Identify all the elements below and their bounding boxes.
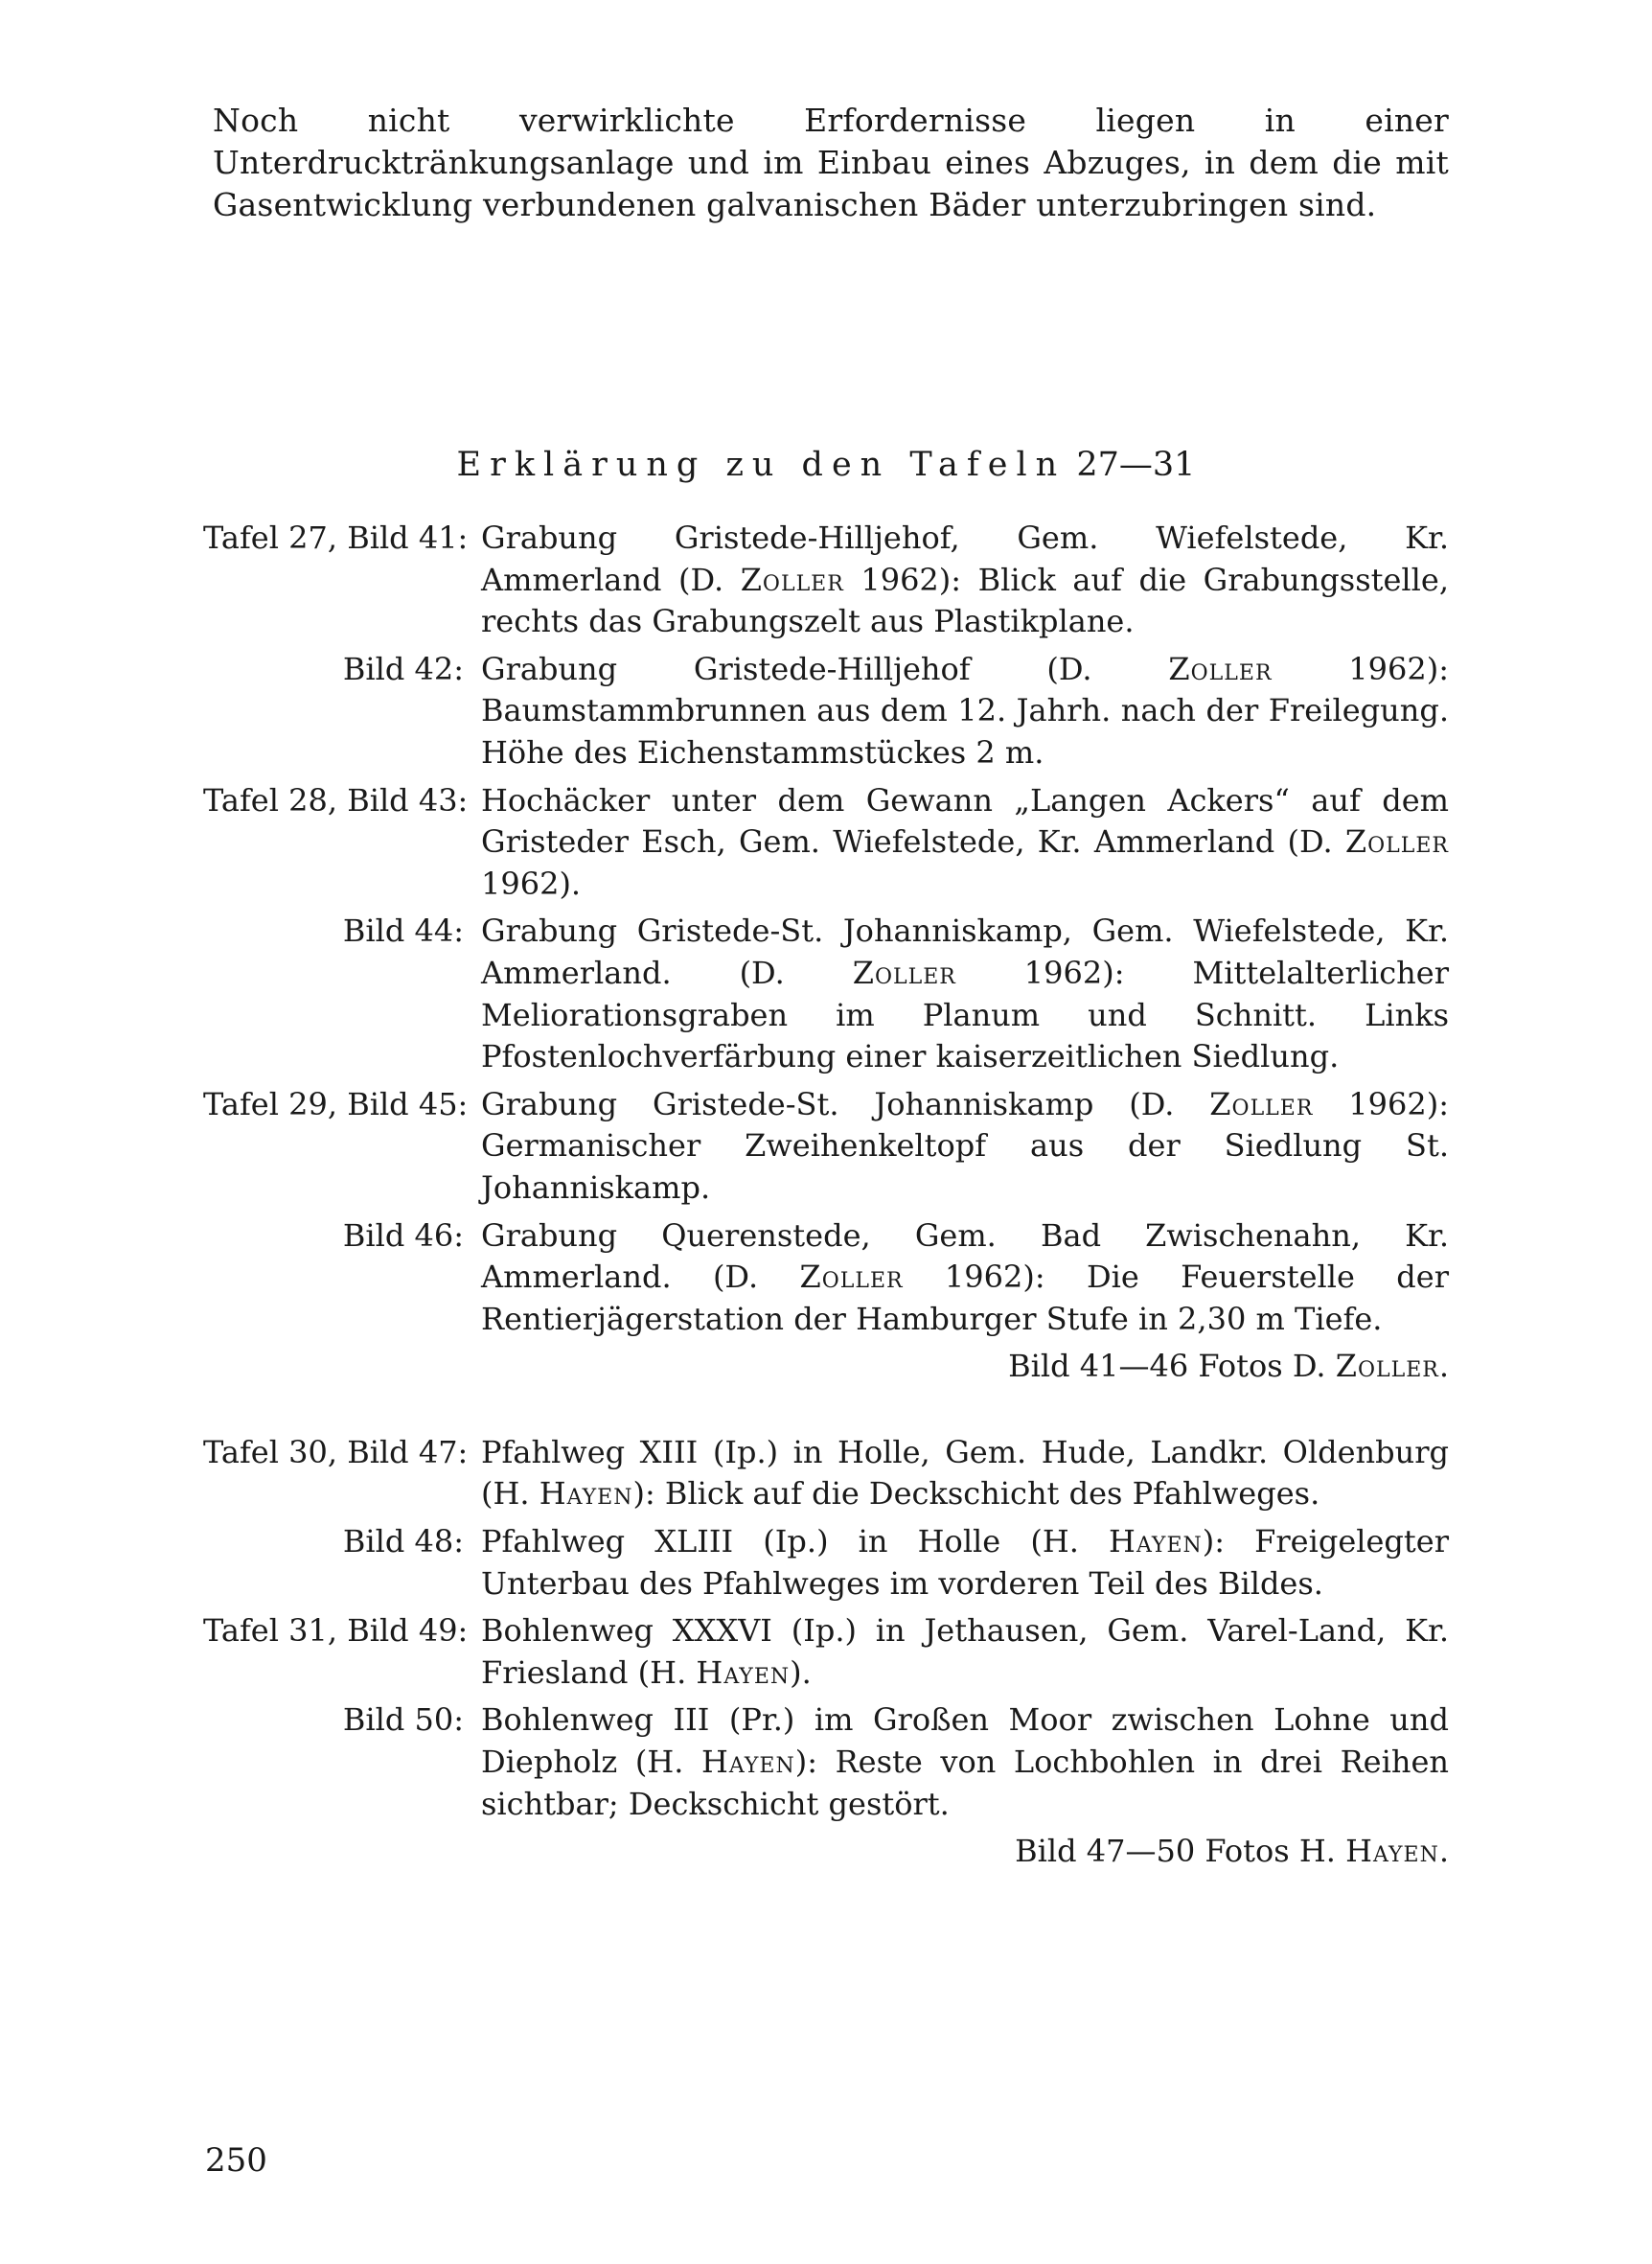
caption-label: Bild 42: (342, 650, 464, 687)
caption-text: Grabung Gristede-Hilljehof (D. Zoller 1962): Baumstammbrunnen aus dem 12. Jahrh. nach der Freilegung. Höhe des Eichenstammstückes 2 m. (481, 650, 1450, 771)
caption-text: Grabung Gristede-Hilljehof, Gem. Wiefelstede, Kr. Ammerland (D. Zoller 1962): Blick auf die Grabungsstelle, rechts das Grabungszelt aus Plastikplane. (481, 520, 1450, 640)
caption-entry (203, 780, 1449, 906)
caption-label: Tafel 28, Bild 43: (203, 781, 469, 819)
caption-label: Bild 48: (342, 1523, 464, 1560)
author-name: Zoller (740, 561, 844, 598)
caption-text: Pfahlweg XIII (Ip.) in Holle, Gem. Hude, Landkr. Oldenburg (H. Hayen): Blick auf die Deckschicht des Pfahlweges. (481, 1433, 1449, 1513)
author-name: Hayen (700, 1744, 795, 1781)
photo-credit: Bild 47—50 Fotos H. Hayen. (1015, 1833, 1449, 1870)
caption-label: Tafel 29, Bild 45: (203, 1085, 469, 1122)
caption-text: Bohlenweg III (Pr.) im Großen Moor zwischen Lohne und Diepholz (H. Hayen): Reste von Lochbohlen in drei Reihen sichtbar; Deckschicht gestört. (481, 1701, 1450, 1822)
caption-text: Grabung Querenstede, Gem. Bad Zwischenahn, Kr. Ammerland. (D. Zoller 1962): Die Feuerstelle der Rentierjägerstation der Hamburger Stufe in 2,30 m Tiefe. (481, 1216, 1450, 1337)
author-name: Zoller (852, 954, 956, 991)
author-name: Hayen (696, 1653, 791, 1691)
author-name: Zoller (1209, 1085, 1314, 1122)
photo-credit: Bild 41—46 Fotos D. Zoller. (1008, 1348, 1449, 1385)
caption-entry (203, 911, 1449, 1077)
caption-label: Tafel 31, Bild 49: (203, 1612, 469, 1650)
caption-label: Bild 44: (342, 913, 464, 950)
caption-entry (203, 1610, 1449, 1694)
caption-entry (203, 1699, 1449, 1825)
caption-text: Bohlenweg XXXVI (Ip.) in Jethausen, Gem. Varel-Land, Kr. Friesland (H. Hayen). (481, 1612, 1449, 1691)
caption-entry (203, 1084, 1449, 1210)
author-name: Hayen (1109, 1523, 1203, 1560)
caption-label: Tafel 27, Bild 41: (203, 520, 469, 556)
author-name: Zoller (1344, 823, 1449, 861)
author-name: Zoller (799, 1259, 904, 1296)
plate-captions (203, 518, 1449, 1873)
caption-entry (203, 1521, 1449, 1605)
page-number: 250 (205, 2141, 267, 2180)
caption-label: Bild 46: (342, 1216, 464, 1254)
author-name: Zoller (1335, 1348, 1439, 1385)
heading-title: Erklärung zu den Tafeln (456, 446, 1067, 484)
author-name: Zoller (1168, 650, 1273, 687)
caption-text: Hochäcker unter dem Gewann „Langen Ackers“ auf dem Gristeder Esch, Gem. Wiefelstede, Kr. Ammerland (D. Zoller 1962). (481, 781, 1449, 902)
intro-paragraph: Noch nicht verwirklichte Erfordernisse liegen in einer Unterdrucktränkungsanlage und im Einbau eines Abzuges, in dem die mit Gasentwicklung verbundenen galvanischen Bäder unterzubringen sind. (213, 102, 1449, 223)
caption-entry (203, 1432, 1449, 1515)
caption-entry (203, 649, 1449, 774)
author-name: Hayen (1345, 1833, 1439, 1870)
section-heading (0, 444, 1652, 486)
caption-label: Bild 50: (342, 1701, 464, 1739)
author-name: Hayen (539, 1475, 633, 1513)
heading-range: 27—31 (1076, 446, 1196, 484)
caption-text: Grabung Gristede-St. Johanniskamp (D. Zoller 1962): Germanischer Zweihenkeltopf aus der Siedlung St. Johanniskamp. (481, 1085, 1450, 1206)
caption-entry (203, 1215, 1449, 1341)
caption-entry (203, 518, 1449, 643)
caption-text: Pfahlweg XLIII (Ip.) in Holle (H. Hayen): Freigelegter Unterbau des Pfahlweges im vorderen Teil des Bildes. (481, 1523, 1450, 1602)
caption-label: Tafel 30, Bild 47: (203, 1433, 469, 1470)
caption-text: Grabung Gristede-St. Johanniskamp, Gem. Wiefelstede, Kr. Ammerland. (D. Zoller 1962): Mittelalterlicher Meliorationsgraben im Planum und Schnitt. Links Pfostenlochverfärbung einer kaiserzeitlichen Siedlung. (481, 913, 1450, 1075)
